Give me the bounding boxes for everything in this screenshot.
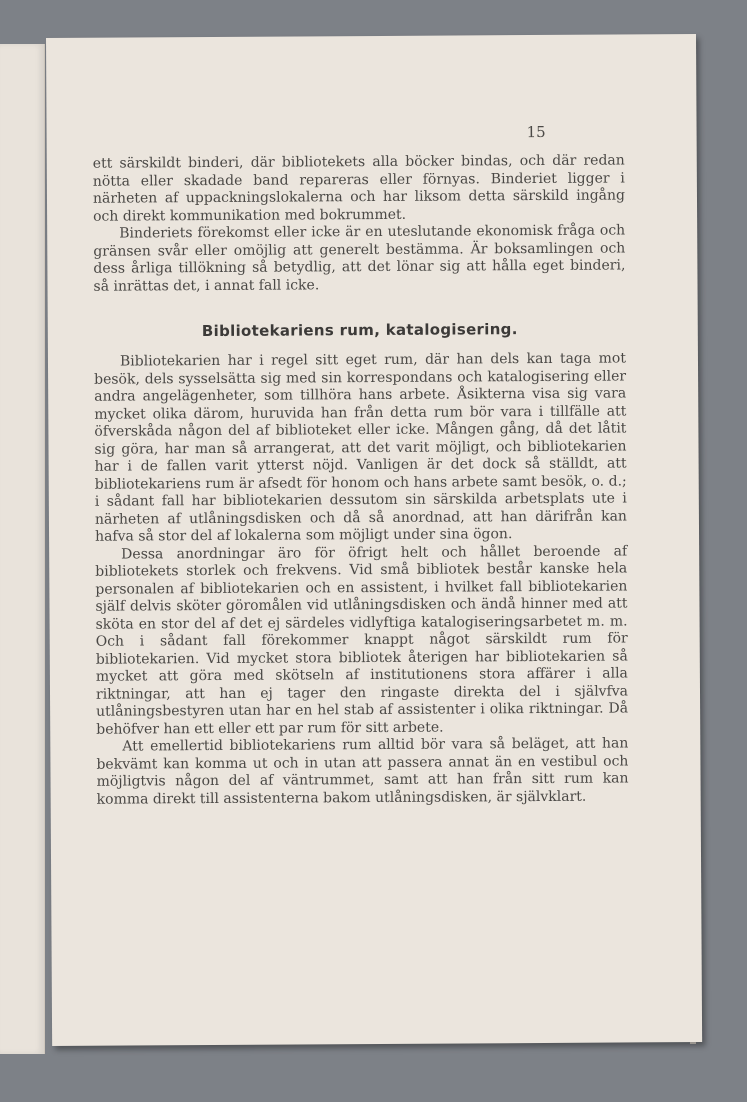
- paragraph: Binderiets förekomst eller icke är en uteslutande ekonomisk fråga och gränsen svår eller omöjlig att generelt bestämma. Är boksamlingen och dess årliga tillökning så betydlig, att det lönar sig att hålla eget binderi, så inrättas det, i annat fall icke.: [93, 222, 626, 295]
- paragraph: Att emellertid bibliotekariens rum alltid bör vara så beläget, att han bekvämt kan komma ut och in utan att passera annat än en vestibul och möjligtvis någon del af väntrummet, samt att han från sitt rum kan komma direkt till assistenterna bakom utlåningsdisken, är självklart.: [96, 735, 629, 808]
- paragraph: Bibliotekarien har i regel sitt eget rum, där han dels kan taga mot besök, dels sysselsätta sig med sin korrespondans och katalogisering eller andra angelägenheter, som tillhöra hans arbete. Åsikterna visa sig vara mycket olika därom, huruvida han från detta rum bör vara i tillfälle att öfverskåda någon del af biblioteket eller icke. Mången gång, då det låtit sig göra, har man så arrangerat, att det varit möjligt, och bibliotekarien har i de fallen varit ytterst nöjd. Vanligen är det dock så ställdt, att bibliotekariens rum är afsedt för honom och hans arbete samt besök, o. d.; i sådant fall har bibliotekarien dessutom sin särskilda arbetsplats ute i närheten af utlåningsdisken och då så anordnad, att han därifrån kan hafva så stor del af lokalerna som möjligt under sina ögon.: [94, 350, 627, 545]
- paragraph: ett särskildt binderi, där bibliotekets alla böcker bindas, och där redan nötta eller skadade band repareras eller förnyas. Binderiet ligger i närheten af uppackningslokalerna och har liksom detta särskild ingång och direkt kommunikation med bokrummet.: [92, 152, 626, 225]
- body-text: [94, 350, 629, 808]
- page-number: 15: [526, 122, 546, 142]
- paragraph: Dessa anordningar äro för öfrigt helt och hållet beroende af bibliotekets storlek och frekvens. Vid små bibliotek består kanske hela personalen af bibliotekarien och en assistent, i hvilket fall bibliotekarien själf delvis sköter göromålen vid utlåningsdisken och ändå hinner med att sköta en stor del af det ej särdeles vidlyftiga katalogiseringsarbetet m. m. Och i sådant fall förekommer knappt något särskildt rum för bibliotekarien. Vid mycket stora bibliotek återigen har bibliotekarien så mycket att göra med skötseln af institutionens stora affärer i alla riktningar, att han ej tager den ringaste direkta del i självfva utlåningsbestyren utan har en hel stab af assistenter i olika riktningar. Då behöfver han ett eller ett par rum för sitt arbete.: [95, 542, 629, 738]
- book-page: [46, 34, 702, 1046]
- section-heading: Bibliotekariens rum, katalogisering.: [201, 320, 518, 341]
- intro-text: [93, 152, 626, 295]
- left-page-edge: [0, 44, 45, 1054]
